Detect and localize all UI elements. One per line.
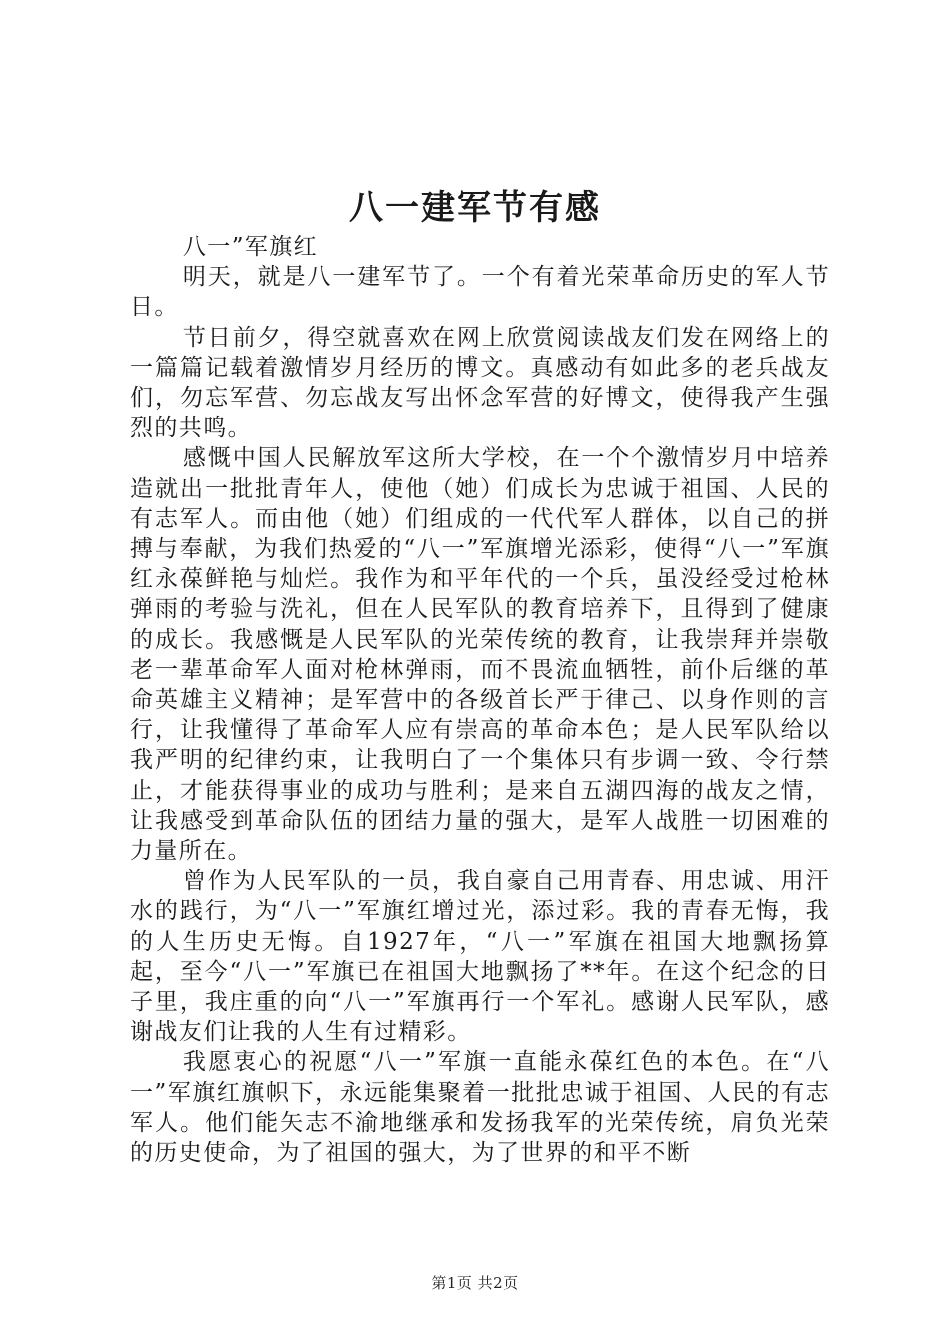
paragraph: 我愿衷心的祝愿“八一”军旗一直能永葆红色的本色。在“八一”军旗红旗帜下，永远能集聚着一批批忠诚于祖国、人民的有志军人。他们能矢志不渝地继承和发扬我军的光荣传统，肩负光荣的历史使命，为了祖国的强大，为了世界的和平不断	[130, 1049, 830, 1167]
document-body	[130, 232, 830, 1168]
document-title: 八一建军节有感	[349, 188, 601, 228]
paragraph: 节日前夕，得空就喜欢在网上欣赏阅读战友们发在网络上的一篇篇记载着激情岁月经历的博文。真感动有如此多的老兵战友们，勿忘军营、勿忘战友写出怀念军营的好博文，使得我产生强烈的共鸣。	[130, 324, 830, 442]
page-footer: 第1页 共2页	[431, 1274, 519, 1292]
paragraph: 感慨中国人民解放军这所大学校，在一个个激情岁月中培养造就出一批批青年人，使他（她）们成长为忠诚于祖国、人民的有志军人。而由他（她）们组成的一代代军人群体，以自己的拼搏与奉献，为我们热爱的“八一”军旗增光添彩，使得“八一”军旗红永葆鲜艳与灿烂。我作为和平年代的一个兵，虽没经受过枪林弹雨的考验与洗礼，但在人民军队的教育培养下，且得到了健康的成长。我感慨是人民军队的光荣传统的教育，让我崇拜并崇敬老一辈革命军人面对枪林弹雨，而不畏流血牺牲，前仆后继的革命英雄主义精神；是军营中的各级首长严于律己、以身作则的言行，让我懂得了革命军人应有崇高的革命本色；是人民军队给以我严明的纪律约束，让我明白了一个集体只有步调一致、令行禁止，才能获得事业的成功与胜利；是来自五湖四海的战友之情，让我感受到革命队伍的团结力量的强大，是军人战胜一切困难的力量所在。	[130, 445, 830, 865]
paragraph: 八一”军旗红	[182, 234, 319, 260]
paragraph: 曾作为人民军队的一员，我自豪自己用青春、用忠诚、用汗水的践行，为“八一”军旗红增过光，添过彩。我的青春无悔，我的人生历史无悔。自1927年，“八一”军旗在祖国大地飘扬算起，至今“八一”军旗已在祖国大地飘扬了**年。在这个纪念的日子里，我庄重的向“八一”军旗再行一个军礼。感谢人民军队，感谢战友们让我的人生有过精彩。	[130, 868, 830, 1046]
paragraph: 明天，就是八一建军节了。一个有着光荣革命历史的军人节日。	[130, 264, 830, 321]
